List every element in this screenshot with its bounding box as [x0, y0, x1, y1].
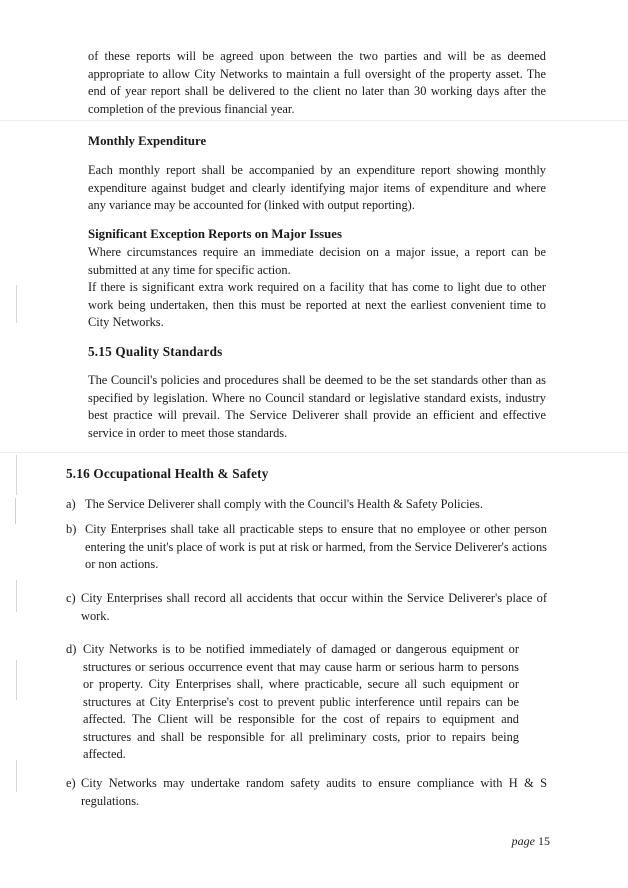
list-item-label: a) — [66, 497, 76, 511]
page-label: page — [511, 834, 535, 848]
list-item-c: City Enterprises shall record all accidents that occur within the Service Deliverer's place of work. — [81, 591, 547, 623]
health-safety-heading: 5.16 Occupational Health & Safety — [66, 466, 269, 481]
margin-mark — [16, 285, 17, 323]
monthly-expenditure-heading: Monthly Expenditure — [88, 134, 207, 148]
monthly-expenditure-paragraph: Each monthly report shall be accompanied by an expenditure report showing monthly expenditure against budget and clearly identifying major items of expenditure and where any variance may be accounted for (linked with output reporting). — [88, 163, 546, 212]
margin-mark — [16, 580, 17, 612]
list-item-a: The Service Deliverer shall comply with the Council's Health & Safety Policies. — [85, 497, 483, 511]
page-number: 15 — [538, 834, 550, 848]
page-footer — [512, 834, 550, 849]
scan-line — [0, 120, 628, 121]
exception-reports-heading: Significant Exception Reports on Major Issues — [88, 227, 342, 241]
list-item-d: City Networks is to be notified immediately of damaged or dangerous equipment or structures or serious occurrence event that may cause harm or serious harm to persons or property. City Enterprises shall, where practicable, secure all such equipment or structures at City Enterprise's cost to prevent public interference until repairs can be affected. The Client will be responsible for the cost of repairs to equipment and structures and shall be responsible for all preliminary costs, prior to repairs being affected. — [83, 642, 519, 761]
intro-paragraph: of these reports will be agreed upon between the two parties and will be as deemed appropriate to allow City Networks to maintain a full oversight of the property asset. The end of year report shall be delivered to the client no later than 30 working days after the completion of the previous financial year. — [88, 49, 546, 116]
list-item-label: c) — [66, 591, 76, 605]
margin-mark — [16, 760, 17, 792]
exception-reports-paragraph-1: Where circumstances require an immediate decision on a major issue, a report can be submitted at any time for specific action. — [88, 245, 546, 277]
exception-reports-paragraph-2: If there is significant extra work required on a facility that has come to light due to other work being undertaken, then this must be reported at next the earliest convenient time to City Networks. — [88, 280, 546, 329]
list-item-label: b) — [66, 522, 77, 536]
list-item-label: e) — [66, 776, 76, 790]
list-item-label: d) — [66, 642, 77, 656]
list-item-e: City Networks may undertake random safety audits to ensure compliance with H & S regulations. — [81, 776, 547, 808]
quality-standards-paragraph: The Council's policies and procedures shall be deemed to be the set standards other than as specified by legislation. Where no Council standard or legislative standard exists, industry best practice will prevail. The Service Deliverer shall provide an efficient and effective service in order to meet those standards. — [88, 373, 546, 440]
margin-mark — [16, 660, 17, 700]
list-item-b: City Enterprises shall take all practicable steps to ensure that no employee or other person entering the unit's place of work is put at risk or harmed, from the Service Deliverer's actions or non actions. — [85, 522, 547, 571]
margin-mark — [15, 498, 16, 524]
scan-line — [0, 452, 628, 453]
margin-mark — [16, 455, 17, 495]
quality-standards-heading: 5.15 Quality Standards — [88, 344, 223, 359]
